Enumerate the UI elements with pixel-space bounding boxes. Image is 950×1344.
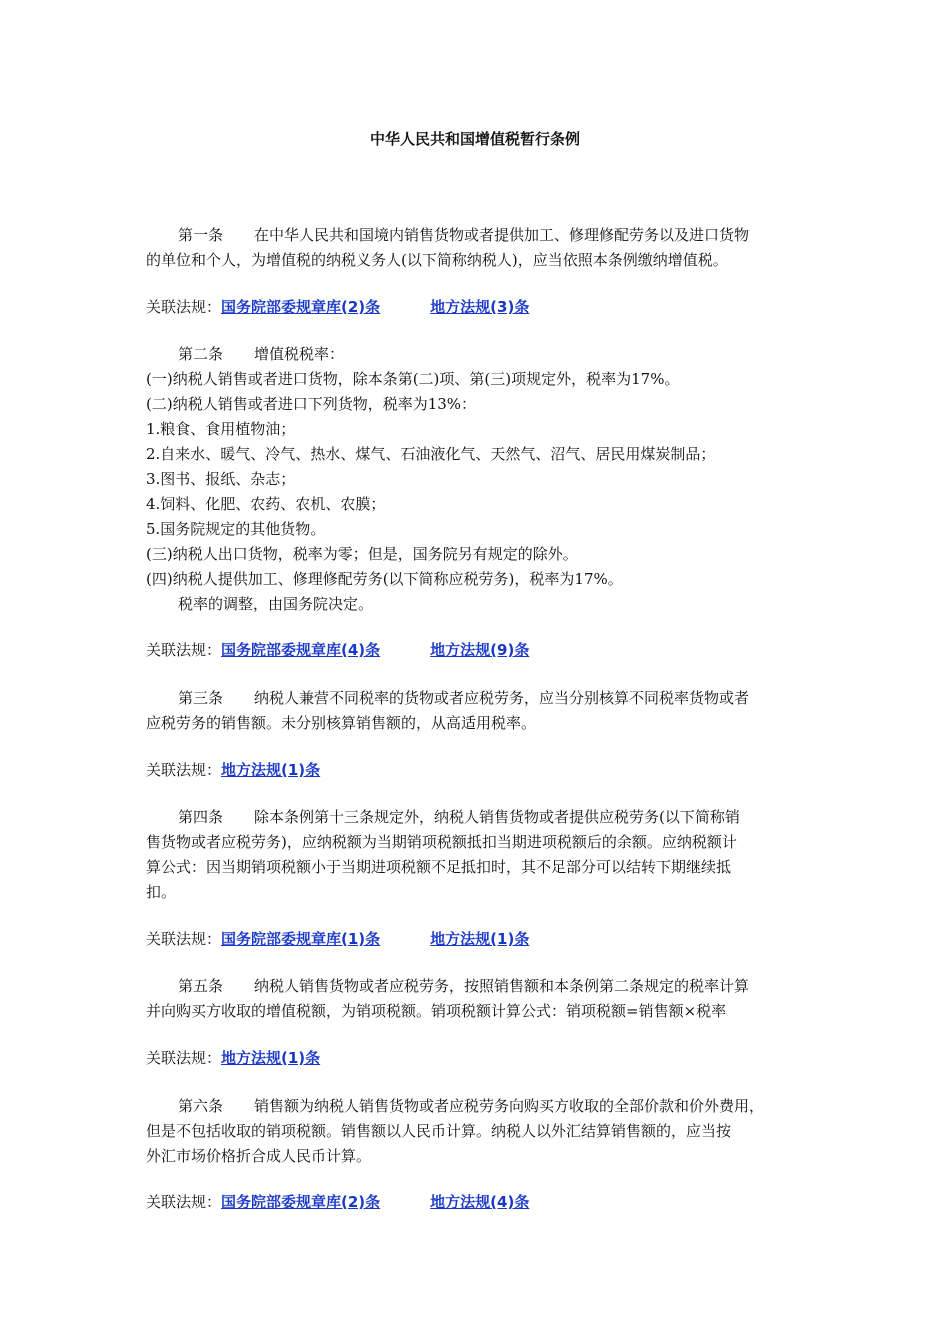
related-laws	[146, 1046, 816, 1071]
article-text: 并向购买方收取的增值税额，为销项税额。销项税额计算公式：销项税额=销售额×税率	[146, 1002, 727, 1020]
article-text: 但是不包括收取的销项税额。销售额以人民币计算。纳税人以外汇结算销售额的，应当按	[146, 1122, 732, 1140]
related-laws	[146, 1190, 816, 1215]
article-text: 扣。	[146, 883, 177, 901]
related-laws	[146, 758, 816, 783]
article-text: 除本条例第十三条规定外，纳税人销售货物或者提供应税劳务(以下简称销	[254, 808, 740, 826]
article-text: 应税劳务的销售额。未分别核算销售额的，从高适用税率。	[146, 714, 537, 732]
article-text: 外汇市场价格折合成人民币计算。	[146, 1147, 372, 1165]
article-text: 1.粮食、食用植物油；	[146, 420, 296, 438]
article-1	[146, 223, 816, 273]
related-laws	[146, 295, 816, 320]
related-laws	[146, 927, 816, 952]
related-label: 关联法规：	[146, 1049, 222, 1067]
article-text: 纳税人兼营不同税率的货物或者应税劳务，应当分别核算不同税率货物或者	[254, 689, 750, 707]
article-text: (一)纳税人销售或者进口货物，除本条第(二)项、第(三)项规定外，税率为17%。	[146, 370, 680, 388]
article-heading: 第二条	[178, 345, 224, 363]
article-heading: 第三条	[178, 689, 224, 707]
article-text: 在中华人民共和国境内销售货物或者提供加工、修理修配劳务以及进口货物	[254, 226, 750, 244]
related-laws	[146, 638, 816, 663]
related-link[interactable]: 地方法规(1)条	[430, 930, 530, 948]
related-link[interactable]: 地方法规(1)条	[221, 1049, 321, 1067]
article-4	[146, 805, 816, 905]
article-heading: 第一条	[178, 226, 224, 244]
related-label: 关联法规：	[146, 761, 222, 779]
article-text: 的单位和个人，为增值税的纳税义务人(以下简称纳税人)，应当依照本条例缴纳增值税。	[146, 251, 728, 269]
related-link[interactable]: 国务院部委规章库(2)条	[221, 1193, 381, 1211]
article-heading: 第四条	[178, 808, 224, 826]
related-label: 关联法规：	[146, 930, 222, 948]
article-text: 2.自来水、暖气、冷气、热水、煤气、石油液化气、天然气、沼气、居民用煤炭制品；	[146, 445, 716, 463]
article-3	[146, 686, 816, 736]
article-heading: 第五条	[178, 977, 224, 995]
article-text: 3.图书、报纸、杂志；	[146, 470, 296, 488]
article-text: 5.国务院规定的其他货物。	[146, 520, 326, 538]
related-link[interactable]: 国务院部委规章库(2)条	[221, 298, 381, 316]
related-link[interactable]: 地方法规(4)条	[430, 1193, 530, 1211]
related-link[interactable]: 国务院部委规章库(4)条	[221, 641, 381, 659]
article-text: 纳税人销售货物或者应税劳务，按照销售额和本条例第二条规定的税率计算	[254, 977, 750, 995]
article-5	[146, 974, 816, 1024]
article-text: (二)纳税人销售或者进口下列货物，税率为13%：	[146, 395, 477, 413]
article-text: 4.饲料、化肥、农药、农机、农膜；	[146, 495, 386, 513]
related-link[interactable]: 地方法规(3)条	[430, 298, 530, 316]
article-text: (四)纳税人提供加工、修理修配劳务(以下简称应税劳务)，税率为17%。	[146, 570, 623, 588]
related-link[interactable]: 地方法规(1)条	[221, 761, 321, 779]
article-text: 税率的调整，由国务院决定。	[178, 595, 374, 613]
document-title: 中华人民共和国增值税暂行条例	[369, 130, 580, 148]
article-heading: 第六条	[178, 1097, 224, 1115]
article-2	[146, 342, 816, 617]
article-text: 算公式：因当期销项税额小于当期进项税额不足抵扣时，其不足部分可以结转下期继续抵	[146, 858, 732, 876]
article-text: 售货物或者应税劳务)，应纳税额为当期销项税额抵扣当期进项税额后的余额。应纳税额计	[146, 833, 737, 851]
related-label: 关联法规：	[146, 298, 222, 316]
article-text: 增值税税率：	[254, 345, 345, 363]
article-text: 销售额为纳税人销售货物或者应税劳务向购买方收取的全部价款和价外费用，	[254, 1097, 765, 1115]
article-text: (三)纳税人出口货物，税率为零；但是，国务院另有规定的除外。	[146, 545, 578, 563]
article-6	[146, 1094, 816, 1169]
related-link[interactable]: 国务院部委规章库(1)条	[221, 930, 381, 948]
related-label: 关联法规：	[146, 1193, 222, 1211]
related-label: 关联法规：	[146, 641, 222, 659]
related-link[interactable]: 地方法规(9)条	[430, 641, 530, 659]
